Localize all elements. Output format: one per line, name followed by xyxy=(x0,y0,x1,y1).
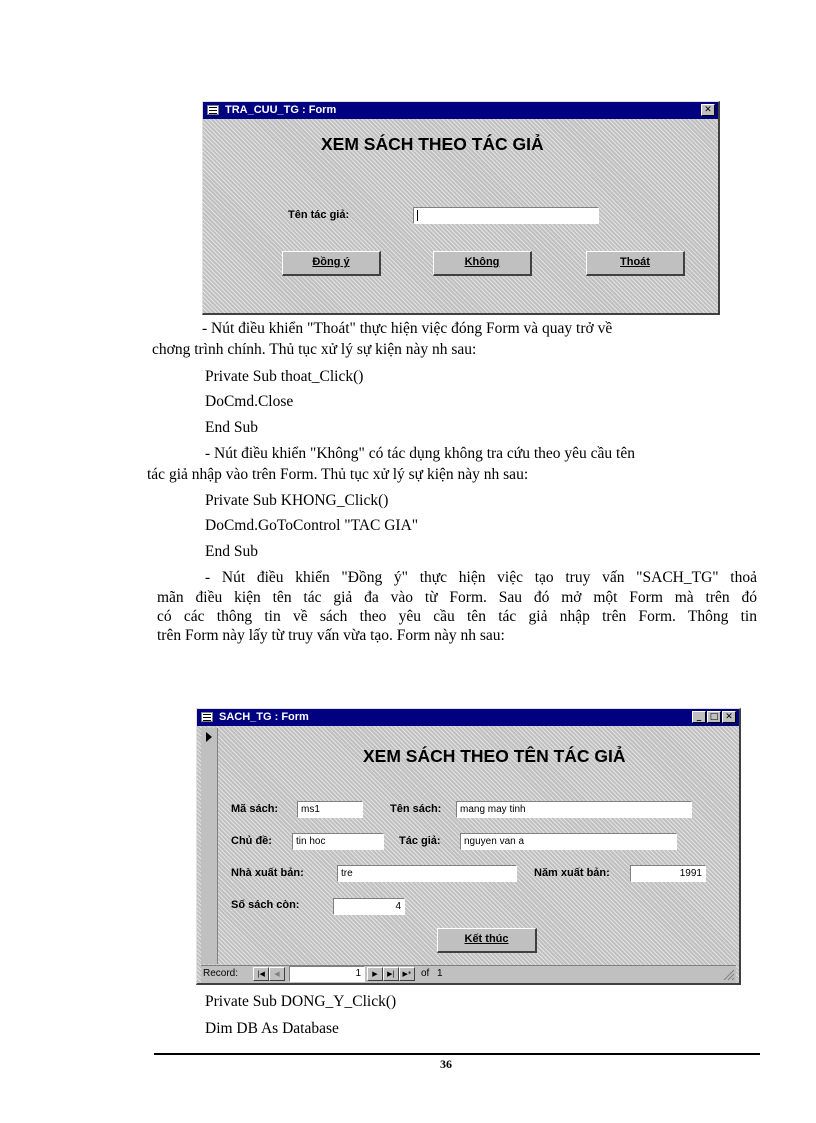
nha-xuat-ban-label: Nhà xuất bản: xyxy=(231,867,304,879)
para3-line2: mãn điều kiện tên tác giả đa vào từ Form. Sau đó mở một Form mà trên đó xyxy=(157,589,757,606)
record-total: 1 xyxy=(437,968,443,979)
current-record-arrow-icon xyxy=(204,731,214,743)
ma-sach-label: Mã sách: xyxy=(231,803,279,815)
para2-line2: tác giả nhập vào trên Form. Thủ tục xử lý sự kiện này nh sau: xyxy=(147,466,529,483)
next-record-icon[interactable]: ▶ xyxy=(367,967,383,981)
thoat-label: Thoát xyxy=(620,256,650,268)
code1-line3: End Sub xyxy=(205,419,258,436)
chu-de-label: Chủ đề: xyxy=(231,835,272,847)
tac-gia-field[interactable]: nguyen van a xyxy=(460,833,677,850)
of-label: of xyxy=(421,968,430,979)
para3-line4: trên Form này lấy từ truy vấn vừa tạo. Form này nh sau: xyxy=(157,627,505,644)
khong-label: Không xyxy=(464,256,500,268)
ten-sach-label: Tên sách: xyxy=(390,803,442,815)
new-record-icon[interactable]: ▶* xyxy=(399,967,415,981)
para1-line2: chơng trình chính. Thủ tục xử lý sự kiện này nh sau: xyxy=(152,341,477,358)
code2-line3: End Sub xyxy=(205,543,258,560)
khong-button[interactable] xyxy=(433,251,532,276)
record-label: Record: xyxy=(203,968,239,979)
nam-xuat-ban-field[interactable]: 1991 xyxy=(630,865,706,882)
form-heading: XEM SÁCH THEO TÁC GIẢ xyxy=(321,134,544,154)
window-title: TRA_CUU_TG : Form xyxy=(225,104,337,116)
record-selector[interactable] xyxy=(201,728,218,964)
code1-line2: DoCmd.Close xyxy=(205,393,294,410)
so-sach-con-field[interactable]: 4 xyxy=(333,898,405,915)
code2-line1: Private Sub KHONG_Click() xyxy=(205,492,389,509)
form-icon xyxy=(207,105,219,115)
author-label: Tên tác giả: xyxy=(288,209,350,221)
ket-thuc-label: Kết thúc xyxy=(464,933,509,945)
para3-line1: - Nút điều khiển "Đồng ý" thực hiện việc tạo truy vấn "SACH_TG" thoả xyxy=(205,569,757,586)
last-record-icon[interactable]: ▶| xyxy=(383,967,399,981)
footer-rule xyxy=(154,1053,760,1055)
chu-de-field[interactable]: tin hoc xyxy=(292,833,384,850)
tra-cuu-tg-form-window xyxy=(202,101,720,315)
text-caret xyxy=(417,210,418,221)
ten-sach-field[interactable]: mang may tinh xyxy=(456,801,692,818)
form-title-bar[interactable] xyxy=(203,102,718,119)
record-navigation-bar xyxy=(201,965,736,983)
thoat-button[interactable] xyxy=(586,251,685,276)
dong-y-label: Đồng ý xyxy=(312,256,350,268)
ma-sach-field[interactable]: ms1 xyxy=(297,801,363,818)
form-title-bar[interactable] xyxy=(197,709,739,726)
maximize-icon[interactable]: □ xyxy=(707,711,721,723)
code3-line2: Dim DB As Database xyxy=(205,1020,339,1037)
code2-line2: DoCmd.GoToControl "TAC GIA" xyxy=(205,517,419,534)
resize-grip-icon[interactable] xyxy=(723,969,735,981)
so-sach-con-label: Số sách còn: xyxy=(231,899,300,911)
nha-xuat-ban-field[interactable]: tre xyxy=(337,865,517,882)
ket-thuc-button[interactable] xyxy=(437,928,537,953)
close-icon[interactable]: ✕ xyxy=(701,104,715,116)
code1-line1: Private Sub thoat_Click() xyxy=(205,368,364,385)
minimize-icon[interactable]: _ xyxy=(692,711,706,723)
author-input[interactable] xyxy=(413,207,599,224)
window-title: SACH_TG : Form xyxy=(219,711,309,723)
para1-line1: - Nút điều khiển "Thoát" thực hiện việc đóng Form và quay trở về xyxy=(202,320,613,337)
form-icon xyxy=(201,712,213,722)
nam-xuat-ban-label: Năm xuất bản: xyxy=(534,867,610,879)
page-number: 36 xyxy=(440,1057,452,1071)
previous-record-icon[interactable]: ◀ xyxy=(269,967,285,981)
first-record-icon[interactable]: |◀ xyxy=(253,967,269,981)
tac-gia-label: Tác giả: xyxy=(399,835,441,847)
close-icon[interactable]: ✕ xyxy=(722,711,736,723)
record-number-input[interactable]: 1 xyxy=(289,966,365,982)
dong-y-button[interactable] xyxy=(282,251,381,276)
para3-line3: có các thông tin về sách theo yêu cầu tên tác giả nhập trên Form. Thông tin xyxy=(157,608,757,625)
code3-line1: Private Sub DONG_Y_Click() xyxy=(205,993,397,1010)
para2-line1: - Nút điều khiển "Không" có tác dụng không tra cứu theo yêu cầu tên xyxy=(205,445,635,462)
sach-tg-form-window xyxy=(196,708,741,985)
form-heading: XEM SÁCH THEO TÊN TÁC GIẢ xyxy=(363,746,626,766)
